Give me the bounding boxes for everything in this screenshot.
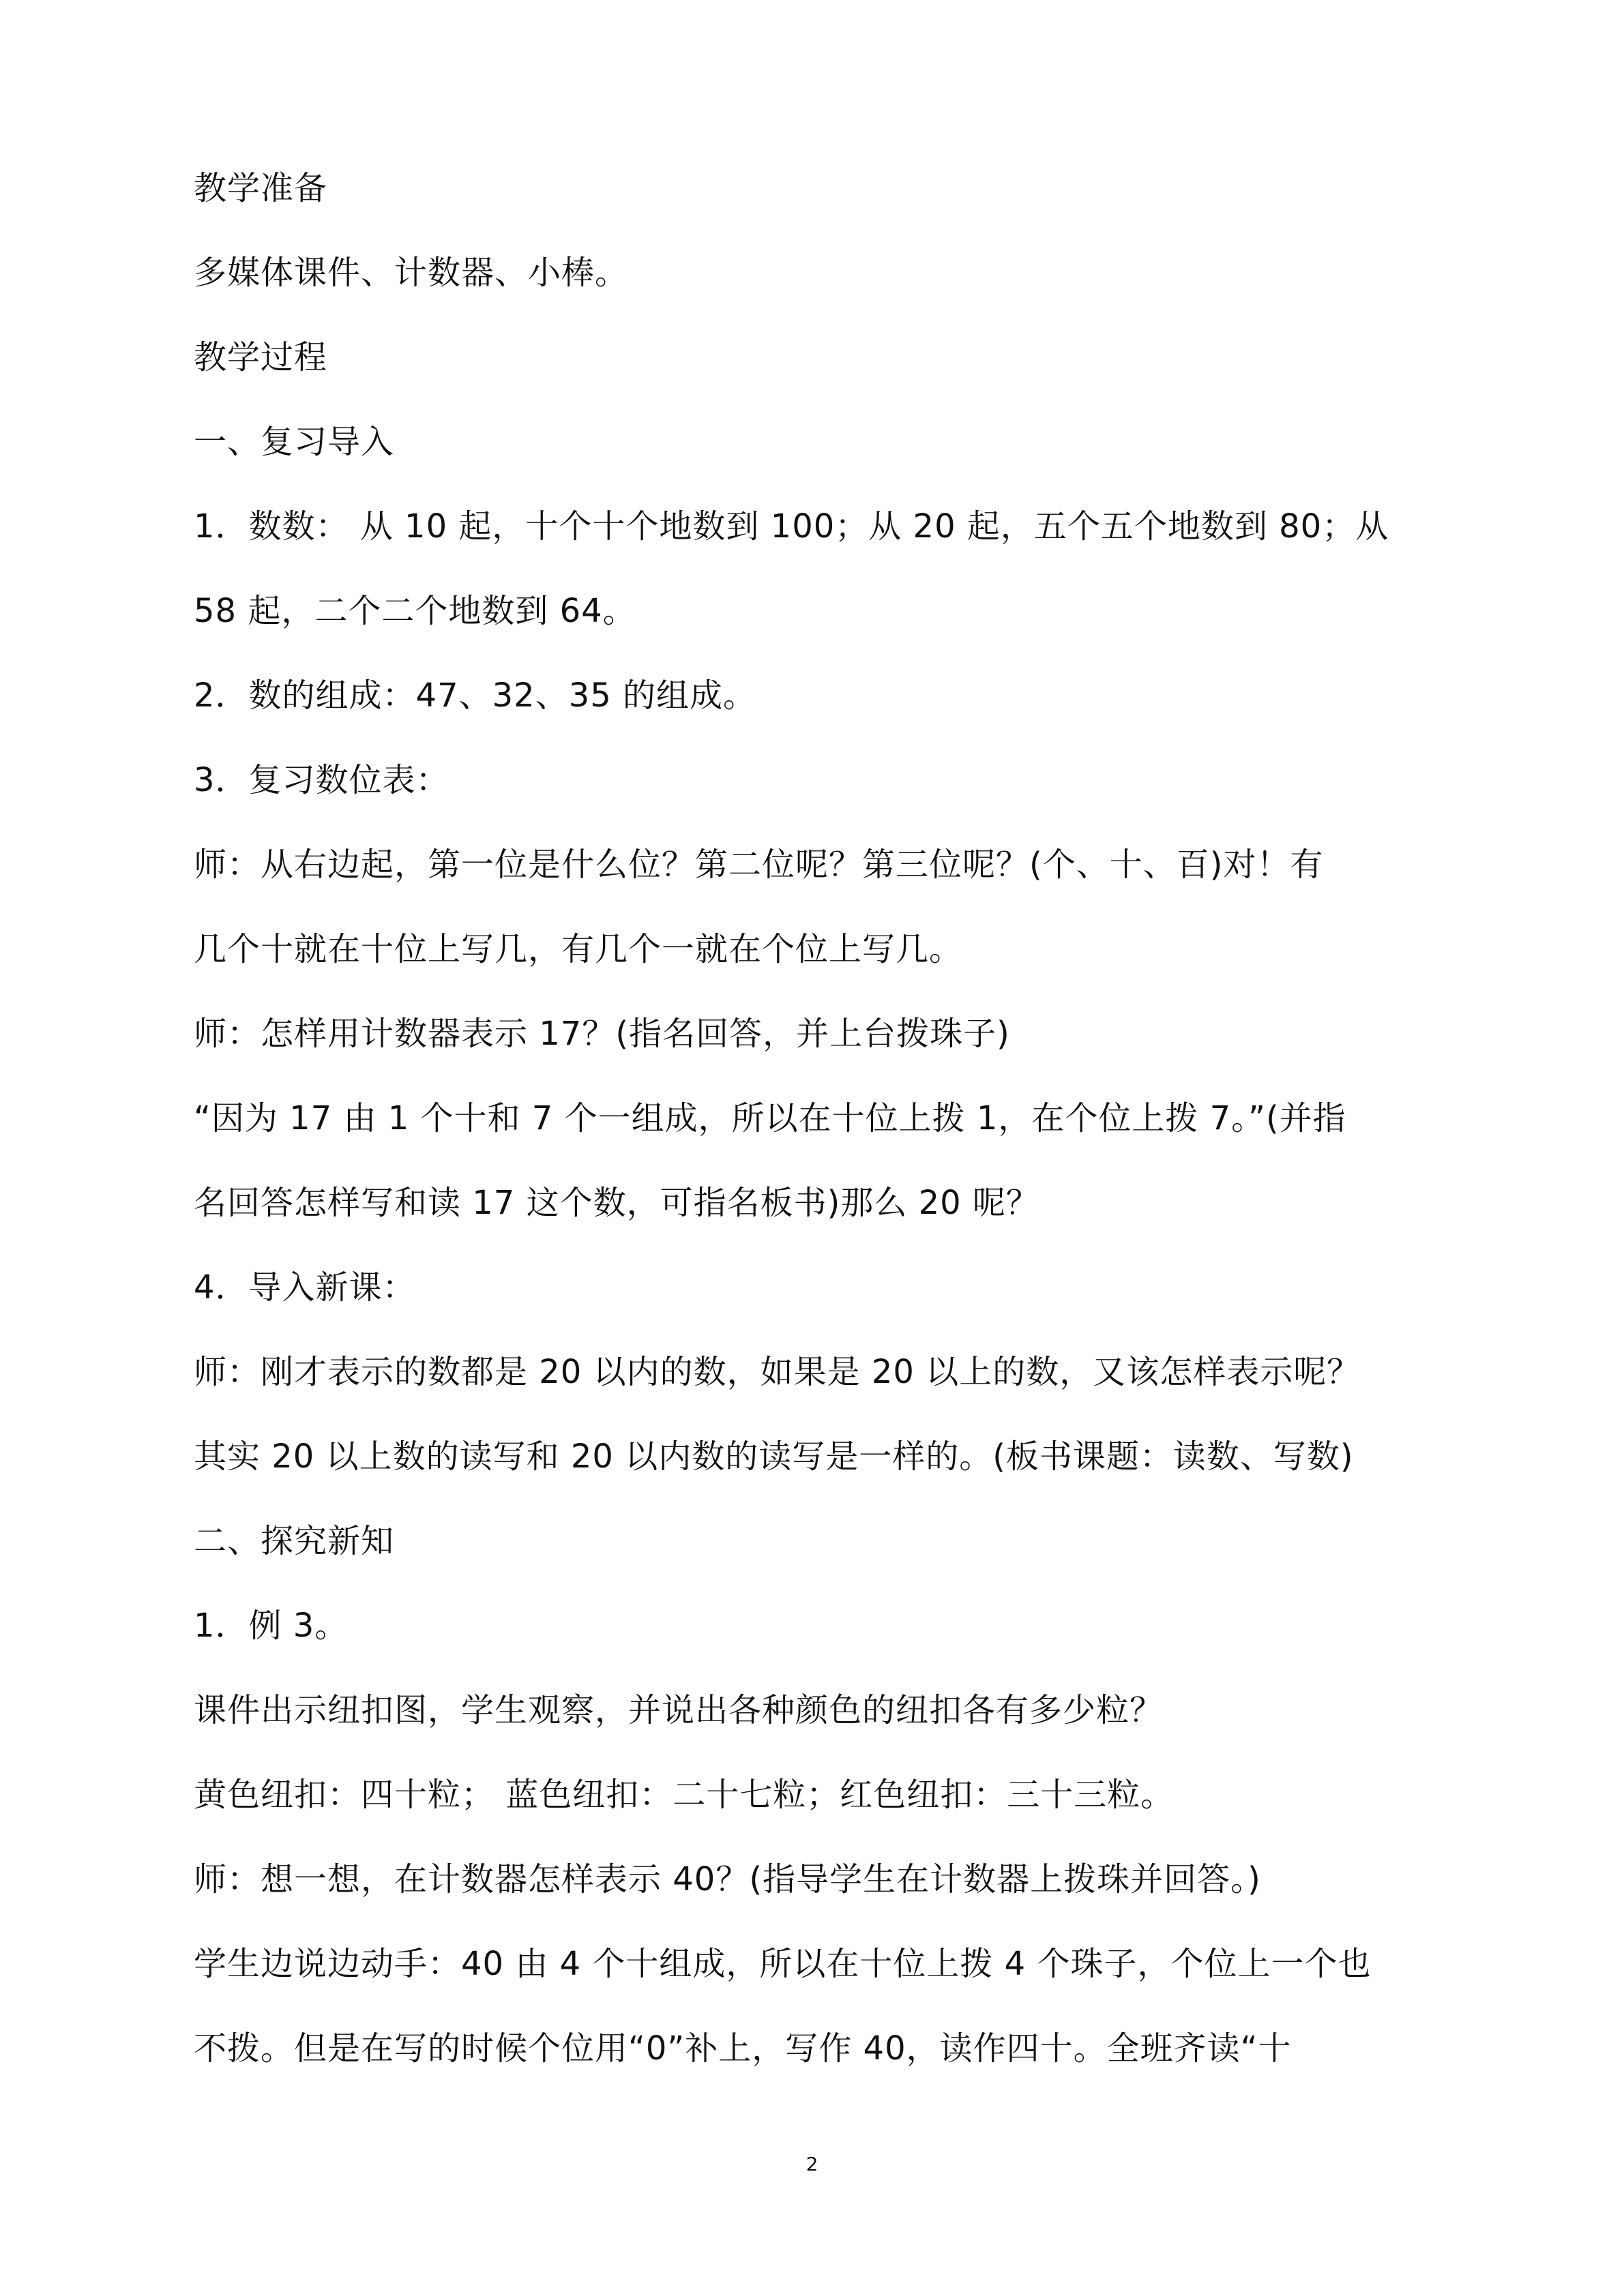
text-line: 不拨。但是在写的时候个位用“0”补上，写作 40，读作四十。全班齐读“十 bbox=[194, 2029, 1292, 2068]
text-line: 教学过程 bbox=[194, 338, 328, 376]
text-line: 师：刚才表示的数都是 20 以内的数，如果是 20 以上的数，又该怎样表示呢？ bbox=[194, 1353, 1361, 1391]
text-line: 3．复习数位表： bbox=[194, 761, 449, 799]
text-line: 多媒体课件、计数器、小棒。 bbox=[194, 254, 629, 292]
text-line: 教学准备 bbox=[194, 169, 328, 207]
text-line: 二、探究新知 bbox=[194, 1522, 395, 1560]
text-line: 黄色纽扣：四十粒； 蓝色纽扣：二十七粒；红色纽扣：三十三粒。 bbox=[194, 1776, 1175, 1814]
text-line: 师：想一想，在计数器怎样表示 40？(指导学生在计数器上拨珠并回答。) bbox=[194, 1860, 1261, 1898]
text-line: 一、复习导入 bbox=[194, 423, 395, 461]
text-line: 其实 20 以上数的读写和 20 以内数的读写是一样的。(板书课题：读数、写数) bbox=[194, 1437, 1354, 1476]
text-line: 58 起，二个二个地数到 64。 bbox=[194, 592, 636, 630]
text-line: 课件出示纽扣图，学生观察，并说出各种颜色的纽扣各有多少粒？ bbox=[194, 1691, 1164, 1729]
text-line: 1．例 3。 bbox=[194, 1607, 349, 1645]
text-line: 几个十就在十位上写几，有几个一就在个位上写几。 bbox=[194, 930, 963, 968]
text-line: 师：从右边起，第一位是什么位？第二位呢？第三位呢？(个、十、百)对！有 bbox=[194, 846, 1324, 884]
text-line: 4．导入新课： bbox=[194, 1268, 416, 1307]
text-line: 学生边说边动手：40 由 4 个十组成，所以在十位上拨 4 个珠子，个位上一个也 bbox=[194, 1945, 1372, 1983]
text-line: 名回答怎样写和读 17 这个数，可指名板书)那么 20 呢？ bbox=[194, 1184, 1039, 1222]
text-line: 师：怎样用计数器表示 17？(指名回答，并上台拨珠子) bbox=[194, 1015, 1010, 1053]
text-line: 1．数数： 从 10 起，十个十个地数到 100；从 20 起，五个五个地数到 80；从 bbox=[194, 507, 1389, 546]
text-line: 2．数的组成：47、32、35 的组成。 bbox=[194, 676, 757, 715]
page-number: 2 bbox=[806, 2153, 818, 2175]
text-line: “因为 17 由 1 个十和 7 个一组成，所以在十位上拨 1，在个位上拨 7。”(并指 bbox=[194, 1099, 1346, 1137]
